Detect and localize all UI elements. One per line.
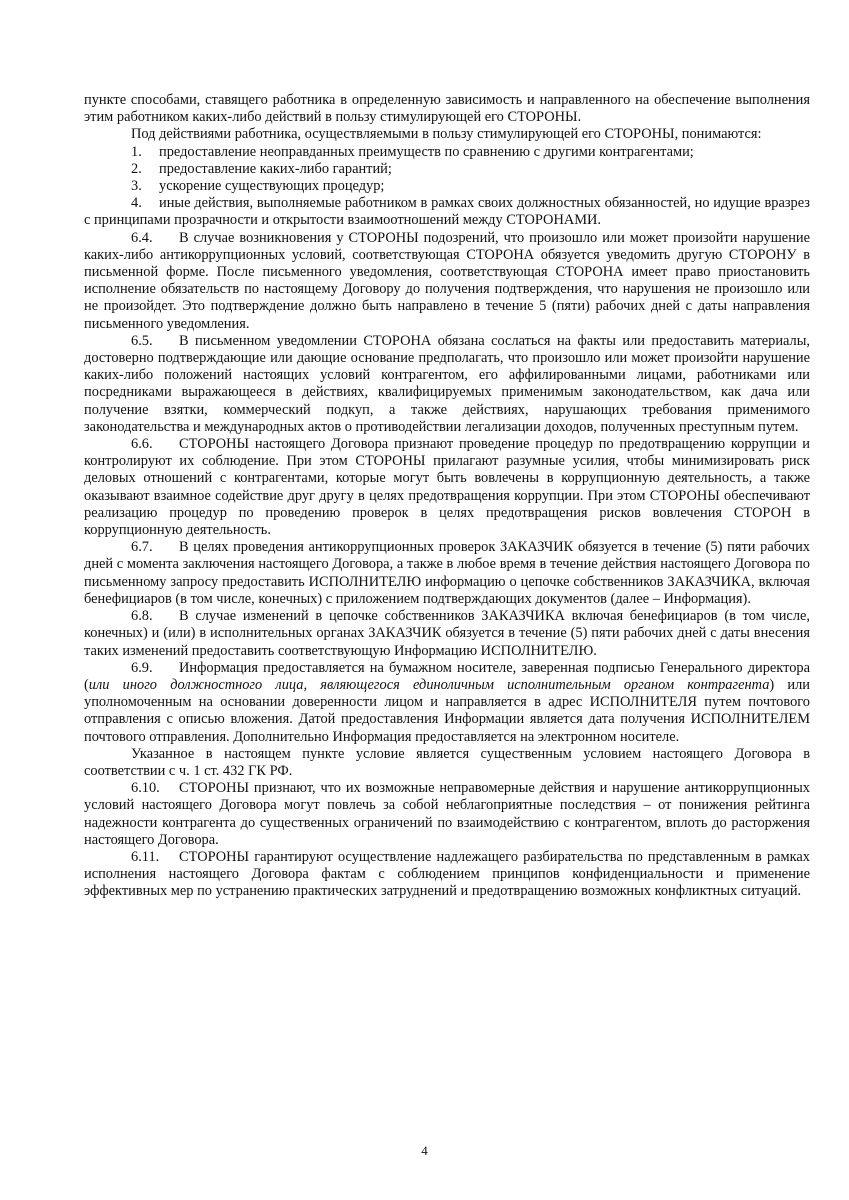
clause-6-8 xyxy=(84,608,810,660)
list-item-number: 1. xyxy=(131,143,142,160)
paragraph-essential-condition: Указанное в настоящем пункте условие является существенным условием настоящего Договора в соответствии с ч. 1 ст. 432 ГК РФ. xyxy=(84,745,810,779)
clause-text: В случае возникновения у СТОРОНЫ подозрений, что произошло или может произойти нарушение каких-либо антикоррупционных условий, соответствующая СТОРОНА обязуется уведомить другую СТОРОНУ в письменной форме. После письменного уведомления, соответствующая СТОРОНА имеет право приостановить исполнение обязательств по настоящему Договору до получения подтверждения, что нарушения не произошло или не произойдет. Это подтверждение должно быть направлено в течение 5 (пяти) рабочих дней с даты направления письменного уведомления. xyxy=(84,229,810,332)
clause-number: 6.9. xyxy=(131,659,153,676)
clause-6-5 xyxy=(84,333,810,436)
clause-text: В случае изменений в цепочке собственников ЗАКАЗЧИКА включая бенефициаров (в том числе, конечных) и (или) в исполнительных органах ЗАКАЗЧИК обязуется в течение (5) пяти рабочих дней с даты внесения таких изменений предоставить соответствующую Информацию ИСПОЛНИТЕЛЮ. xyxy=(84,608,810,659)
list-item-number: 2. xyxy=(131,160,142,177)
list-item-text: предоставление неоправданных преимуществ по сравнению с другими контрагентами; xyxy=(159,143,694,160)
clause-6-4 xyxy=(84,230,810,333)
clause-number: 6.4. xyxy=(131,229,153,246)
paragraph-actions-lead: Под действиями работника, осуществляемыми в пользу стимулирующей его СТОРОНЫ, понимаются: xyxy=(131,126,762,143)
list-item-text: иные действия, выполняемые работником в рамках своих должностных обязанностей, но идущие вразрез с принципами прозрачности и открытости взаимоотношений между СТОРОНАМИ. xyxy=(84,195,810,229)
list-item-text: предоставление каких-либо гарантий; xyxy=(159,160,392,177)
clause-number: 6.5. xyxy=(131,332,153,349)
document-page xyxy=(84,92,810,901)
clause-text: СТОРОНЫ признают, что их возможные неправомерные действия и нарушение антикоррупционных условий настоящего Договора могут повлечь за собой неблагоприятные последствия – от понижения рейтинга надежности контрагента до существенных ограничений по взаимодействию с контрагентом, вплоть до расторжения настоящего Договора. xyxy=(84,780,810,848)
clause-text: СТОРОНЫ гарантируют осуществление надлежащего разбирательства по представленным в рамках исполнения настоящего Договора фактам с соблюдением принципов конфиденциальности и применение эффективных мер по устранению практических затруднений и предотвращению возможных конфликтных ситуаций. xyxy=(84,848,810,900)
clause-text: Информация предоставляется на бумажном носителе, заверенная подписью Генерального директора ( xyxy=(84,659,810,693)
clause-6-6 xyxy=(84,436,810,539)
clause-text-italic: или иного должностного лица, являющегося единоличным исполнительным органом контрагента xyxy=(88,676,770,693)
list-item-number: 3. xyxy=(131,178,142,195)
clause-6-10 xyxy=(84,780,810,849)
clause-text: ) или уполномоченным на основании доверенности лицом и направляется в адрес ИСПОЛНИТЕЛЯ путем почтового отправления с описью вложения. Датой предоставления Информации является дата получения ИСПОЛНИТЕЛЕМ почтового отправления. Дополнительно Информация предоставляется на электронном носителе. xyxy=(84,676,810,745)
clause-text: В целях проведения антикоррупционных проверок ЗАКАЗЧИК обязуется в течение (5) пяти рабочих дней с момента заключения настоящего Договора, а также в любое время в течение действия настоящего Договора по письменному запросу предоставить ИСПОЛНИТЕЛЮ информацию о цепочке собственников ЗАКАЗЧИКА, включая бенефициаров (в том числе, конечных) с приложением подтверждающих документов (далее – Информация). xyxy=(84,539,810,607)
list-item xyxy=(84,144,810,161)
list-item xyxy=(84,161,810,178)
clause-number: 6.7. xyxy=(131,539,153,556)
clause-number: 6.10. xyxy=(131,780,160,797)
list-item xyxy=(84,195,810,229)
paragraph-continuation: пункте способами, ставящего работника в определенную зависимость и направленного на обеспечение выполнения этим работником каких-либо действий в пользу стимулирующей его СТОРОНЫ. xyxy=(84,92,810,126)
page-number: 4 xyxy=(421,1143,428,1158)
list-item-number: 4. xyxy=(131,195,142,212)
list-item-text: ускорение существующих процедур; xyxy=(159,178,385,195)
clause-6-9 xyxy=(84,660,810,746)
clause-6-7 xyxy=(84,539,810,608)
clause-text: В письменном уведомлении СТОРОНА обязана сослаться на факты или предоставить материалы, достоверно подтверждающие или дающие основание предполагать, что произошло или может произойти нарушение каких-либо положений настоящих условий контрагентом, его аффилированными лицами, работниками или посредниками выражающееся в действиях, квалифицируемых применимым законодательством, как дача или получение взятки, коммерческий подкуп, а также действиях, нарушающих требования применимого законодательства и международных актов о противодействии легализации доходов, полученных преступным путем. xyxy=(84,332,810,435)
clause-number: 6.6. xyxy=(131,436,153,453)
clause-6-11 xyxy=(84,849,810,901)
clause-number: 6.8. xyxy=(131,608,153,625)
list-item xyxy=(84,178,810,195)
clause-number: 6.11. xyxy=(131,848,160,865)
clause-text: СТОРОНЫ настоящего Договора признают проведение процедур по предотвращению коррупции и контролируют их соблюдение. При этом СТОРОНЫ прилагают разумные усилия, чтобы минимизировать риск деловых отношений с контрагентами, которые могут быть вовлечены в коррупционную деятельность, а также оказывают взаимное содействие друг другу в целях предотвращения коррупции. При этом СТОРОНЫ обеспечивают реализацию процедур по проведению проверок в целях предотвращения рисков вовлечения СТОРОН в коррупционную деятельность. xyxy=(84,436,810,539)
